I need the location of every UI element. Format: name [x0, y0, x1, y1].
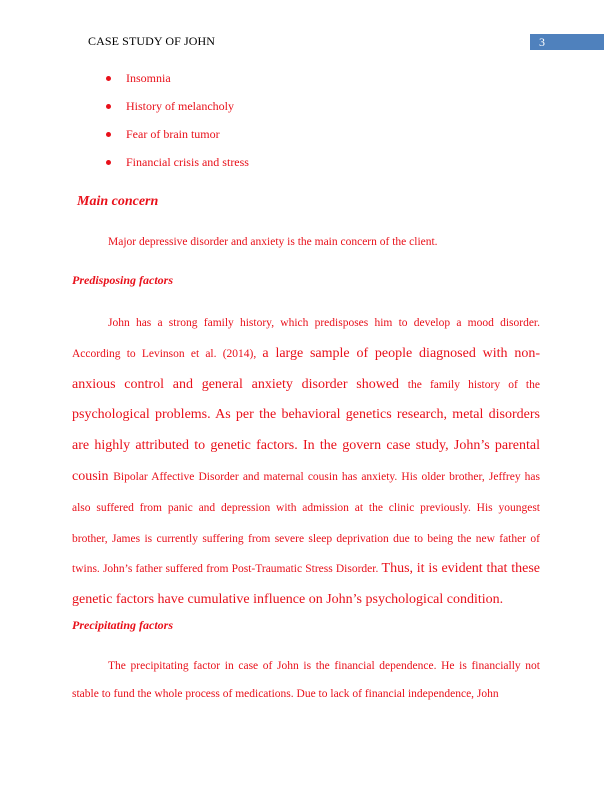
list-item: Financial crisis and stress	[105, 154, 249, 182]
paragraph-text: Thus, it is evident that these genetic factors have cumulative influence on John’s psychological condition.	[72, 561, 540, 608]
list-item: History of melancholy	[105, 98, 249, 126]
symptom-list	[105, 70, 249, 182]
page-number: 3	[530, 34, 604, 50]
paragraph-text: Bipolar Affective Disorder and maternal cousin has anxiety. His older brother, Jeffrey has also suffered from panic and depression with admission at the clinic previously. His youngest brother, James is currently suffering from severe sleep deprivation due to being the new father of twins. John’s father suffered from Post-Traumatic Stress Disorder.	[72, 470, 540, 576]
list-item: Insomnia	[105, 70, 249, 98]
list-item: Fear of brain tumor	[105, 126, 249, 154]
paragraph-text: a large sample of people diagnosed with non-anxious control and general anxiety disorder showed	[72, 345, 540, 392]
predisposing-paragraph	[72, 308, 540, 616]
running-header: CASE STUDY OF JOHN	[88, 34, 216, 48]
precipitating-paragraph: The precipitating factor in case of John is the financial dependence. He is financially not stable to fund the whole process of medications. Due to lack of financial independence, John	[72, 660, 540, 700]
main-concern-heading: Main concern	[77, 194, 159, 209]
predisposing-heading: Predisposing factors	[72, 273, 174, 287]
paragraph-text: the family history of the	[407, 378, 540, 391]
main-concern-paragraph: Major depressive disorder and anxiety is the main concern of the client.	[108, 236, 438, 248]
precipitating-heading: Precipitating factors	[72, 618, 173, 632]
paragraph-text: John has a strong family history, which predisposes him to develop a mood disorder. According to Levinson et al. (2014),	[72, 317, 540, 360]
paragraph-text: psychological problems. As per the behavioral genetics research, metal disorders are highly attributed to genetic factors. In the govern case study, John’s parental cousin	[72, 407, 540, 484]
